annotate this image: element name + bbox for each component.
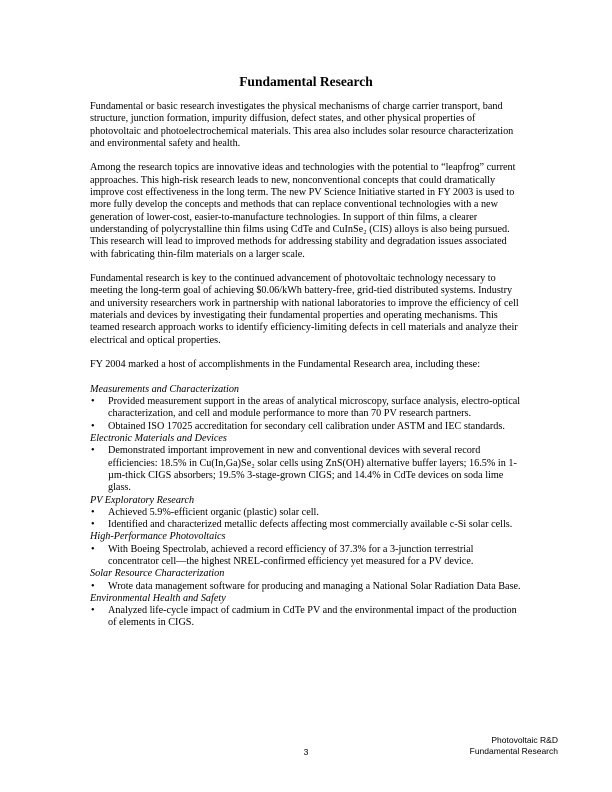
bullet-list: [90, 445, 522, 494]
list-item: [90, 605, 522, 630]
section-environmental: [90, 593, 522, 630]
section-pv-exploratory: [90, 495, 522, 532]
section-heading: Measurements and Characterization: [90, 383, 240, 395]
paragraph-research-topics: Among the research topics are innovative ideas and technologies with the potential to “leapfrog” current approaches. This high-risk research leads to new, nonconventional concepts that could dramatically improve cost effectiveness in the long term. The new PV Science Initiative started in FY 2003 is used to more fully develop the concepts and methods that can replace conventional technologies with a new generation of lower-cost, easier-to-manufacture technologies. In support of thin films, a clearer understanding of polycrystalline thin films using CdTe and CuInSe₂ (CIS) alloys is also being pursued. This research will lead to improved methods for addressing stability and degradation issues associated with fabricating thin-film materials on a larger scale.: [90, 162, 516, 260]
bullet-icon: •: [91, 605, 95, 617]
bullet-list: [90, 605, 522, 630]
list-item-text: Wrote data management software for producing and managing a National Solar Radiation Data Base.: [108, 580, 521, 592]
section-high-performance: [90, 531, 522, 568]
list-item-text: Analyzed life-cycle impact of cadmium in CdTe PV and the environmental impact of the production of elements in CIGS.: [108, 605, 517, 629]
page-number: 3: [303, 747, 309, 757]
list-item-text: Provided measurement support in the areas of analytical microscopy, surface analysis, electro-optical characterization, and cell and module performance to more than 70 PV research partners.: [108, 396, 521, 420]
list-item-text: With Boeing Spectrolab, achieved a record efficiency of 37.3% for a 3-junction terrestrial concentrator cell—the highest NREL-confirmed efficiency yet measured for a PV device.: [108, 543, 474, 567]
section-heading: High-Performance Photovoltaics: [90, 531, 226, 543]
section-heading: PV Exploratory Research: [90, 494, 195, 506]
bullet-icon: •: [91, 445, 95, 457]
list-item-text: Obtained ISO 17025 accreditation for secondary cell calibration under ASTM and IEC standards.: [108, 420, 505, 432]
running-header: [470, 735, 558, 756]
running-header-line2: Fundamental Research: [469, 745, 558, 756]
section-solar-resource: [90, 568, 522, 593]
bullet-icon: •: [91, 420, 95, 432]
bullet-list: [90, 581, 522, 593]
page-title: Fundamental Research: [239, 74, 373, 89]
list-item: [90, 396, 522, 421]
list-item: [90, 544, 522, 569]
section-measurements: [90, 384, 522, 433]
document-body: [90, 101, 522, 630]
list-item-text: Identified and characterized metallic defects affecting most commercially available c-Si solar cells.: [108, 519, 513, 531]
section-heading: Electronic Materials and Devices: [90, 433, 227, 445]
list-item: [90, 421, 522, 433]
bullet-icon: •: [91, 580, 95, 592]
bullet-icon: •: [91, 396, 95, 408]
bullet-icon: •: [91, 519, 95, 531]
section-electronic-materials: [90, 433, 522, 494]
bullet-icon: •: [91, 543, 95, 555]
bullet-list: [90, 396, 522, 433]
list-item-text: Achieved 5.9%-efficient organic (plastic) solar cell.: [108, 506, 319, 518]
paragraph-fundamental-key: Fundamental research is key to the continued advancement of photovoltaic technology necessary to meeting the long-term goal of achieving $0.06/kWh battery-free, grid-tied distributed systems. Industry and university researchers work in partnership with national laboratories to improve the efficiency of cell materials and devices by investigating their fundamental properties and operating mechanisms. This teamed research approach works to identify efficiency-limiting defects in cell materials and analyze their electrical and optical properties.: [90, 273, 519, 346]
list-item: [90, 445, 522, 494]
list-item-text: Demonstrated important improvement in new and conventional devices with several record efficiencies: 18.5% in Cu(In,Ga)Se₂ solar cells using ZnS(OH) alternative buffer layers; 16.5% in 1-µm-thick CIGS absorbers; 19.5% 3-stage-grown CIGS; and 14.4% in CdTe devices on soda lime glass.: [108, 445, 517, 494]
section-heading: Environmental Health and Safety: [90, 592, 226, 604]
bullet-icon: •: [91, 506, 95, 518]
list-item: [90, 581, 522, 593]
bullet-list: [90, 507, 522, 532]
paragraph-intro: Fundamental or basic research investigates the physical mechanisms of charge carrier transport, band structure, junction formation, impurity diffusion, defect states, and other physical properties of photovoltaic and photoelectrochemical materials. This area also includes solar resource characterization and environmental safety and health.: [90, 101, 514, 149]
paragraph-accomplishments-intro: FY 2004 marked a host of accomplishments in the Fundamental Research area, including these:: [90, 359, 481, 371]
list-item: [90, 507, 522, 519]
bullet-list: [90, 544, 522, 569]
running-header-line1: Photovoltaic R&D: [491, 735, 558, 745]
list-item: [90, 519, 522, 531]
section-heading: Solar Resource Characterization: [90, 568, 225, 580]
